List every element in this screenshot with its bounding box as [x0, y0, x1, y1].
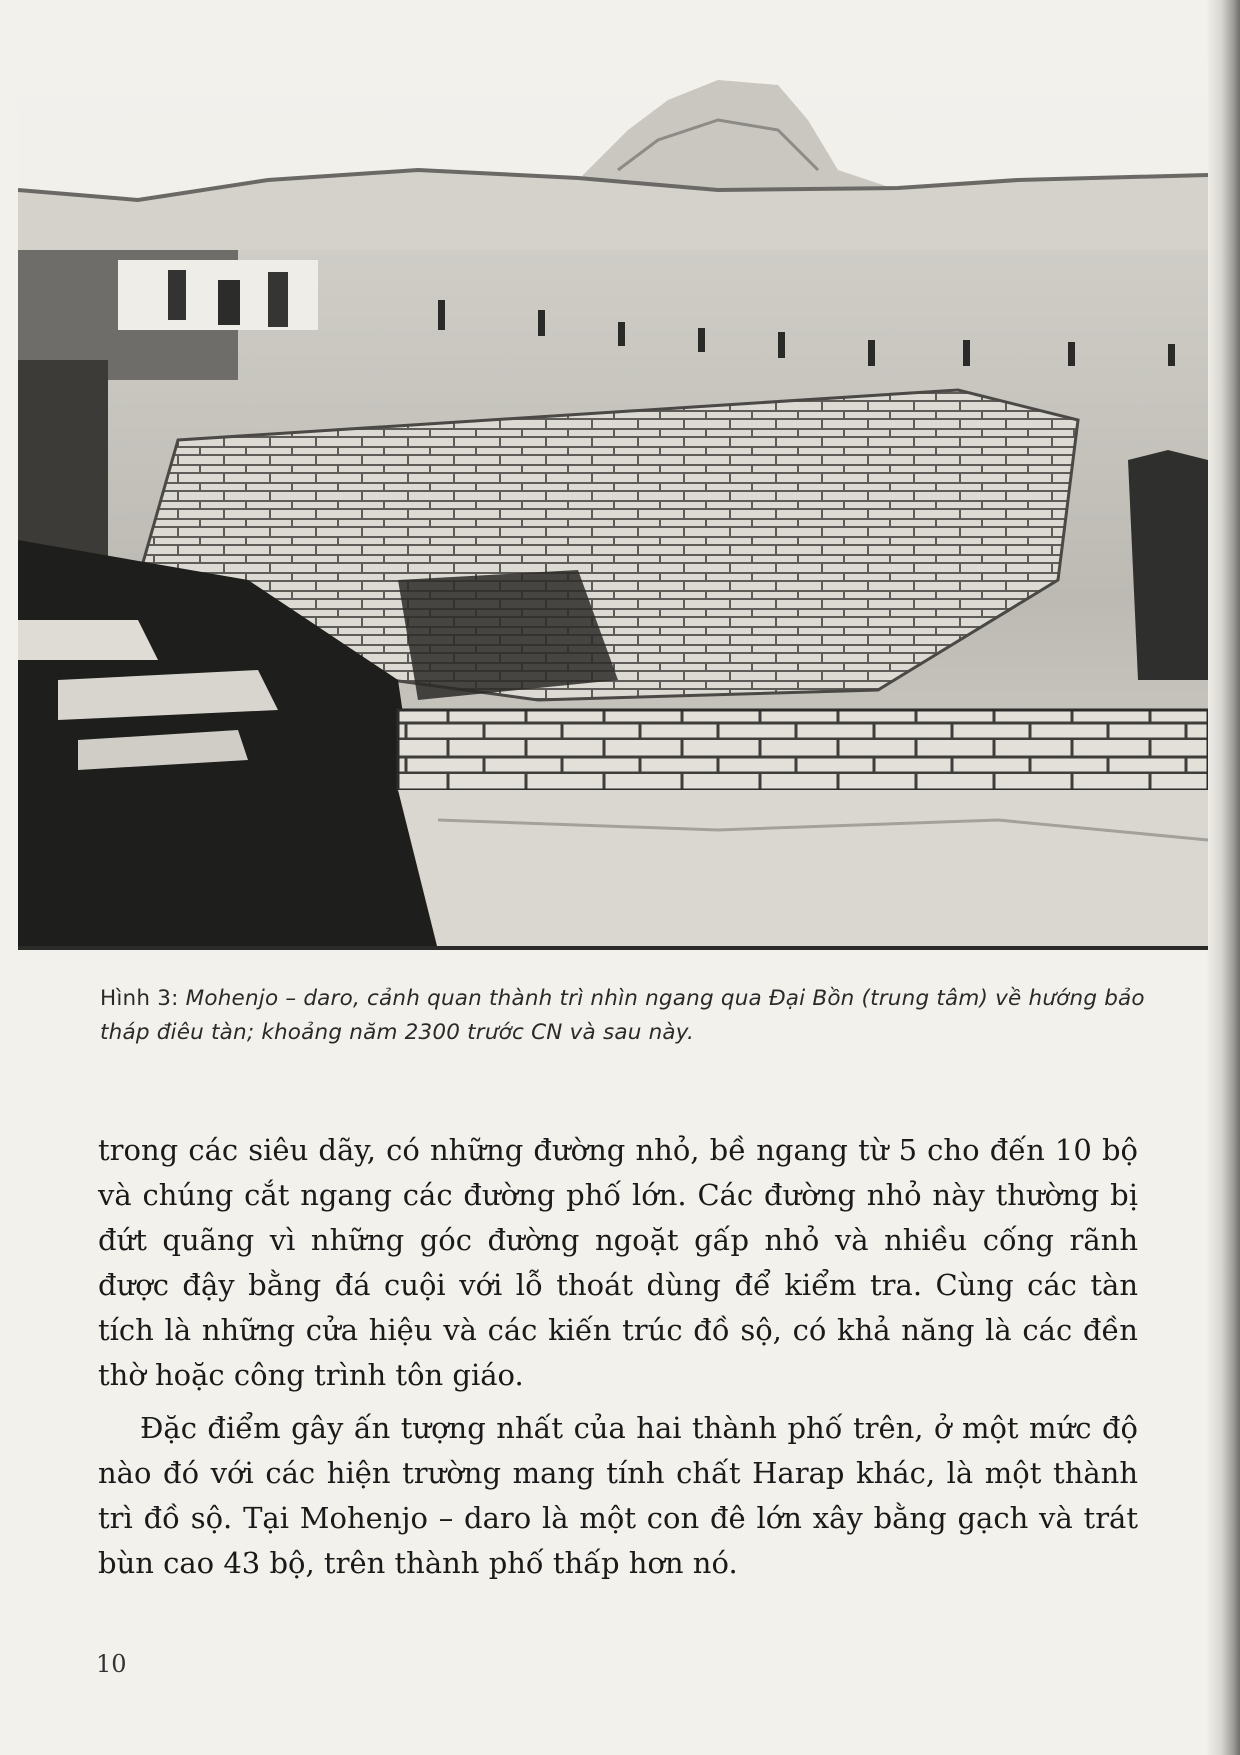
paragraph-1: trong các siêu dãy, có những đường nhỏ, bề ngang từ 5 cho đến 10 bộ và chúng cắt ngang các đường phố lớn. Các đường nhỏ này thường bị đứt quãng vì những góc đường ngoặt gấp nhỏ và nhiều cống rãnh được đậy bằng đá cuội với lỗ thoát dùng để kiểm tra. Cùng các tàn tích là những cửa hiệu và các kiến trúc đồ sộ, có khả năng là các đền thờ hoặc công trình tôn giáo. — [98, 1133, 1138, 1392]
caption-label: Hình 3: — [100, 986, 179, 1011]
figure-photo-mohenjo-daro — [18, 60, 1208, 950]
page-number: 10 — [96, 1650, 127, 1678]
caption-text: Mohenjo – daro, cảnh quan thành trì nhìn ngang qua Đại Bồn (trung tâm) về hướng bảo tháp điêu tàn; khoảng năm 2300 trước CN và sau này. — [100, 986, 1145, 1045]
paragraph-2: Đặc điểm gây ấn tượng nhất của hai thành phố trên, ở một mức độ nào đó với các hiện trường mang tính chất Harap khác, là một thành trì đồ sộ. Tại Mohenjo – daro là một con đê lớn xây bằng gạch và trát bùn cao 43 bộ, trên thành phố thấp hơn nó. — [98, 1411, 1138, 1580]
body-text — [98, 1128, 1138, 1586]
page-edge-shadow — [1206, 0, 1240, 1755]
figure-caption — [100, 982, 1150, 1050]
